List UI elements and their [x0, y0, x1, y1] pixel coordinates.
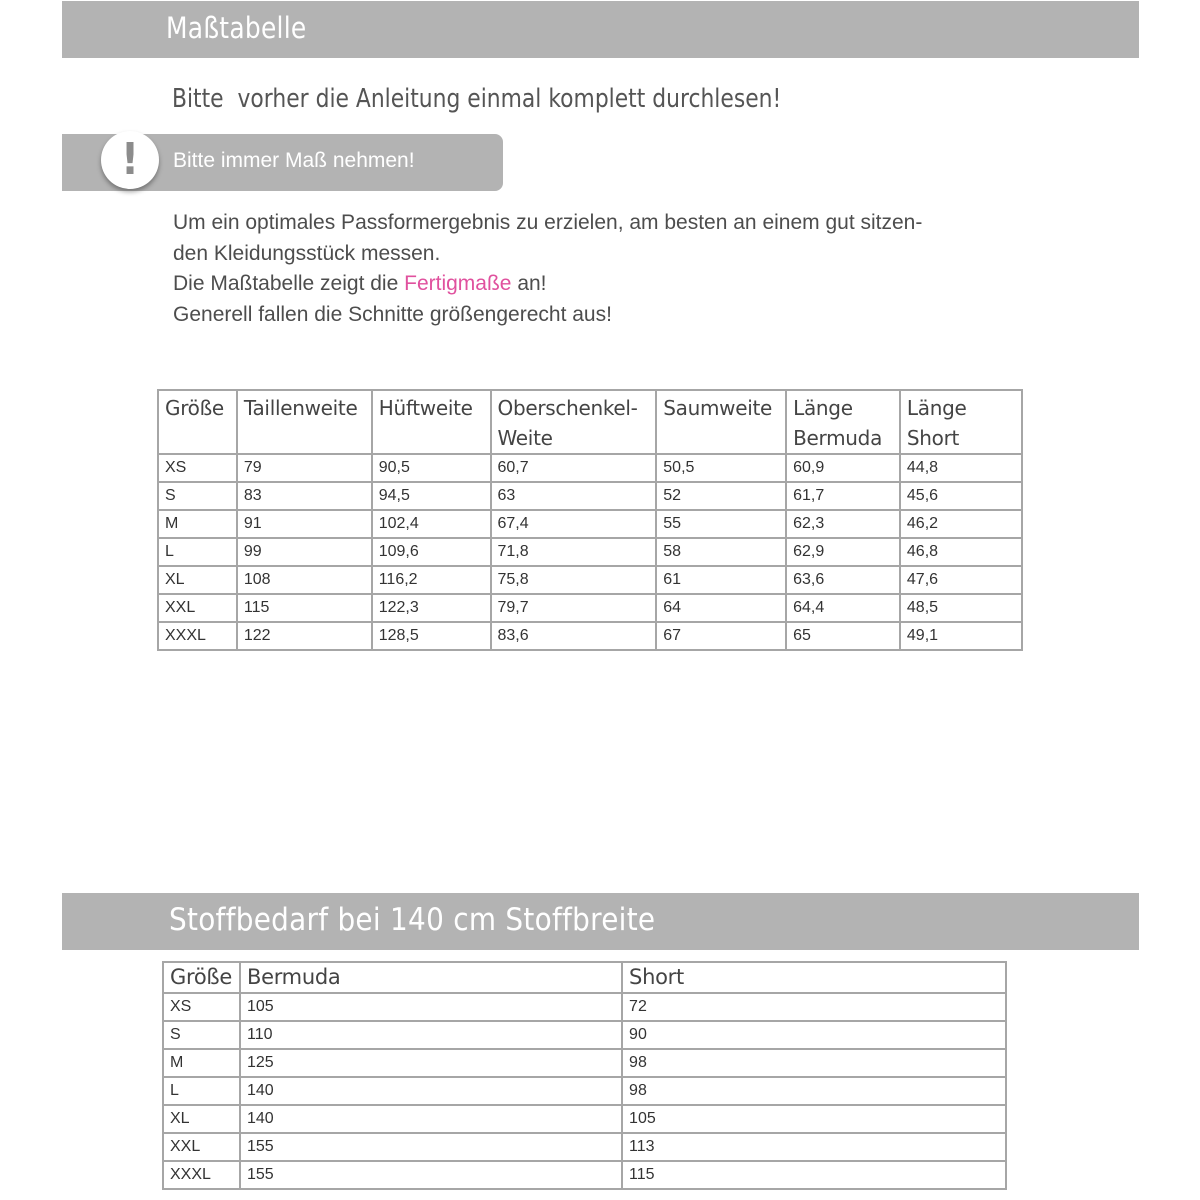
size-cell: M [163, 1049, 240, 1077]
instructions-line: Generell fallen die Schnitte größengerecht aus! [173, 302, 612, 326]
size-cell: L [158, 538, 237, 566]
column-header: Größe [163, 962, 240, 993]
column-header: Länge Bermuda [786, 390, 900, 454]
table-row [163, 1133, 1006, 1161]
column-header: Taillenweite [237, 390, 372, 454]
intro-text: Bitte vorher die Anleitung einmal komplett durchlesen! [172, 84, 782, 114]
size-cell: XXL [158, 594, 237, 622]
table-row [158, 622, 1022, 650]
value-cell: 122,3 [372, 594, 491, 622]
value-cell: 122 [237, 622, 372, 650]
table-row [163, 1105, 1006, 1133]
table-row [158, 594, 1022, 622]
table-row [158, 566, 1022, 594]
table-row [158, 538, 1022, 566]
value-cell: 94,5 [372, 482, 491, 510]
value-cell: 64 [656, 594, 786, 622]
value-cell: 45,6 [900, 482, 1022, 510]
column-header: Saumweite [656, 390, 786, 454]
value-cell: 102,4 [372, 510, 491, 538]
instructions-text: an! [511, 272, 547, 295]
table-header-row [158, 390, 1022, 454]
value-cell: 108 [237, 566, 372, 594]
section-title: Stoffbedarf bei 140 cm Stoffbreite [169, 902, 656, 938]
value-cell: 49,1 [900, 622, 1022, 650]
fabric-table [162, 961, 1007, 1190]
size-cell: XXXL [163, 1161, 240, 1189]
highlight-fertigmasse: Fertigmaße [404, 272, 512, 295]
value-cell: 98 [622, 1077, 1006, 1105]
value-cell: 140 [240, 1105, 622, 1133]
value-cell: 125 [240, 1049, 622, 1077]
size-cell: XXL [163, 1133, 240, 1161]
value-cell: 63 [491, 482, 657, 510]
value-cell: 90 [622, 1021, 1006, 1049]
column-header: Länge Short [900, 390, 1022, 454]
column-header: Hüftweite [372, 390, 491, 454]
value-cell: 128,5 [372, 622, 491, 650]
value-cell: 105 [240, 993, 622, 1021]
value-cell: 46,2 [900, 510, 1022, 538]
value-cell: 65 [786, 622, 900, 650]
value-cell: 116,2 [372, 566, 491, 594]
value-cell: 109,6 [372, 538, 491, 566]
value-cell: 47,6 [900, 566, 1022, 594]
alert-icon-badge [101, 131, 159, 189]
size-cell: S [163, 1021, 240, 1049]
value-cell: 79,7 [491, 594, 657, 622]
size-cell: S [158, 482, 237, 510]
column-header: Short [622, 962, 1006, 993]
value-cell: 140 [240, 1077, 622, 1105]
value-cell: 62,3 [786, 510, 900, 538]
value-cell: 75,8 [491, 566, 657, 594]
column-header: Oberschenkel- Weite [491, 390, 657, 454]
value-cell: 98 [622, 1049, 1006, 1077]
size-cell: XL [158, 566, 237, 594]
table-row [158, 454, 1022, 482]
value-cell: 50,5 [656, 454, 786, 482]
section-header-masstabelle [62, 1, 1139, 58]
value-cell: 48,5 [900, 594, 1022, 622]
instructions-line: Um ein optimales Passformergebnis zu erzielen, am besten an einem gut sitzen- [173, 211, 923, 234]
instructions-line [173, 269, 1013, 300]
table-row [163, 993, 1006, 1021]
value-cell: 55 [656, 510, 786, 538]
value-cell: 72 [622, 993, 1006, 1021]
value-cell: 115 [622, 1161, 1006, 1189]
value-cell: 64,4 [786, 594, 900, 622]
column-header: Bermuda [240, 962, 622, 993]
value-cell: 60,7 [491, 454, 657, 482]
table-row [163, 1049, 1006, 1077]
instructions-line: den Kleidungsstück messen. [173, 241, 441, 265]
table-row [163, 1161, 1006, 1189]
alert-text: Bitte immer Maß nehmen! [173, 149, 415, 172]
value-cell: 91 [237, 510, 372, 538]
value-cell: 60,9 [786, 454, 900, 482]
value-cell: 61 [656, 566, 786, 594]
section-header-stoffbedarf [62, 893, 1139, 950]
size-cell: M [158, 510, 237, 538]
value-cell: 63,6 [786, 566, 900, 594]
size-cell: XS [158, 454, 237, 482]
value-cell: 58 [656, 538, 786, 566]
value-cell: 99 [237, 538, 372, 566]
value-cell: 44,8 [900, 454, 1022, 482]
value-cell: 90,5 [372, 454, 491, 482]
table-row [158, 482, 1022, 510]
size-cell: L [163, 1077, 240, 1105]
value-cell: 67,4 [491, 510, 657, 538]
value-cell: 115 [237, 594, 372, 622]
value-cell: 83 [237, 482, 372, 510]
table-header-row [163, 962, 1006, 993]
size-cell: XXXL [158, 622, 237, 650]
measurement-table [157, 389, 1023, 651]
value-cell: 155 [240, 1161, 622, 1189]
value-cell: 110 [240, 1021, 622, 1049]
size-cell: XL [163, 1105, 240, 1133]
value-cell: 61,7 [786, 482, 900, 510]
value-cell: 83,6 [491, 622, 657, 650]
column-header: Größe [158, 390, 237, 454]
value-cell: 113 [622, 1133, 1006, 1161]
value-cell: 67 [656, 622, 786, 650]
value-cell: 52 [656, 482, 786, 510]
table-row [163, 1021, 1006, 1049]
value-cell: 155 [240, 1133, 622, 1161]
value-cell: 105 [622, 1105, 1006, 1133]
instructions [173, 208, 1013, 330]
value-cell: 46,8 [900, 538, 1022, 566]
exclamation-icon: ! [120, 134, 140, 185]
table-row [158, 510, 1022, 538]
value-cell: 62,9 [786, 538, 900, 566]
table-row [163, 1077, 1006, 1105]
page-title: Maßtabelle [166, 11, 307, 45]
size-cell: XS [163, 993, 240, 1021]
instructions-text: Die Maßtabelle zeigt die [173, 272, 405, 295]
value-cell: 79 [237, 454, 372, 482]
value-cell: 71,8 [491, 538, 657, 566]
